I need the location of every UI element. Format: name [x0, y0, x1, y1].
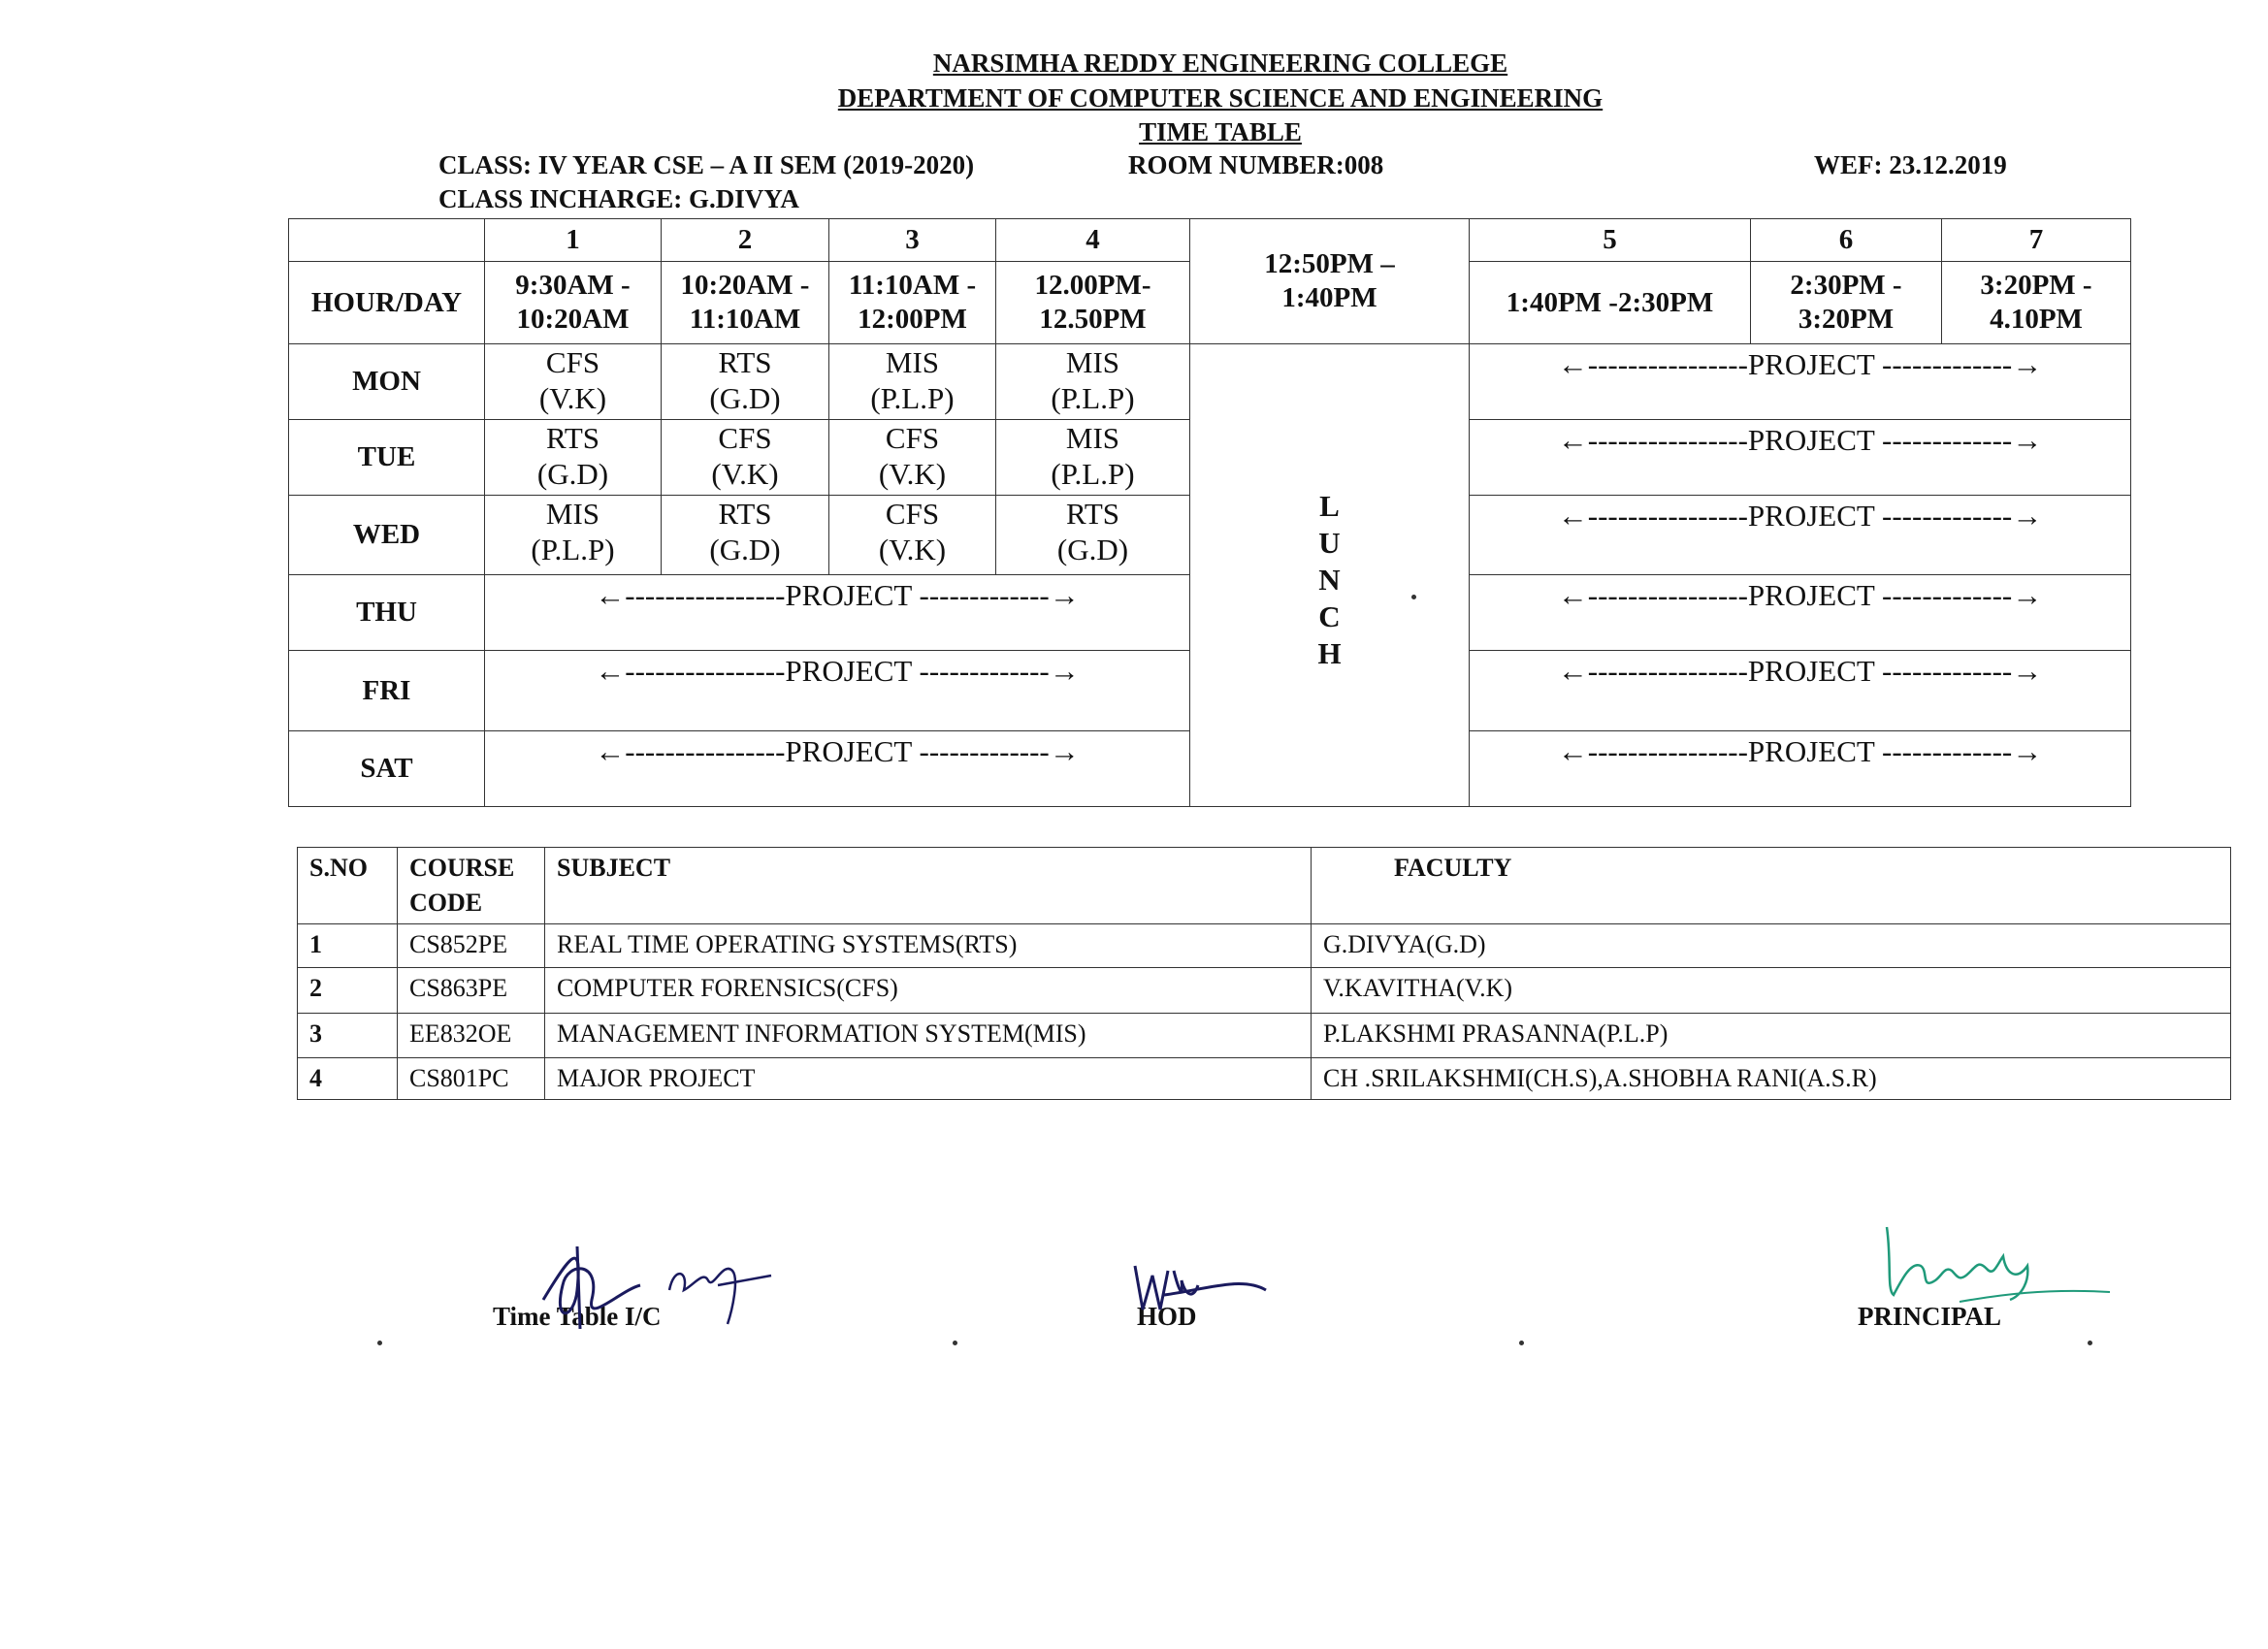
faculty-initials: (V.K)	[538, 381, 607, 415]
header-sno: S.NO	[298, 848, 398, 924]
subject-cell	[662, 420, 829, 496]
subject-cell	[662, 496, 829, 575]
table-row	[298, 1014, 2231, 1058]
row-course-code: EE832OE	[398, 1014, 545, 1058]
period-number: 5	[1470, 219, 1751, 262]
period-number: 7	[1942, 219, 2131, 262]
header-subject: SUBJECT	[545, 848, 1312, 924]
principal-signature	[1882, 1222, 2115, 1329]
subject-code: RTS	[718, 345, 772, 379]
project-cell: ←----------------PROJECT -------------→	[1470, 575, 2131, 651]
stray-dot	[1411, 595, 1416, 599]
hod-label: HOD	[1137, 1302, 1197, 1331]
lunch-column	[1190, 344, 1470, 807]
faculty-initials: (G.D)	[536, 457, 609, 491]
subject-code: CFS	[545, 345, 600, 379]
day-label: THU	[289, 575, 485, 651]
hour-day-label: HOUR/DAY	[289, 262, 485, 344]
subject-cell	[485, 420, 662, 496]
day-label: SAT	[289, 731, 485, 807]
period-time: 11:10AM - 12:00PM	[829, 262, 996, 344]
day-label: MON	[289, 344, 485, 420]
principal-label: PRINCIPAL	[1858, 1302, 2001, 1331]
header-faculty: FACULTY	[1312, 848, 2231, 924]
wef-date: WEF: 23.12.2019	[1814, 150, 2007, 179]
subject-code: MIS	[885, 345, 940, 379]
project-cell: ←----------------PROJECT -------------→	[1470, 420, 2131, 496]
faculty-initials: (V.K)	[878, 533, 947, 566]
timetable	[288, 218, 2131, 807]
timetable-ic-signature	[485, 1232, 795, 1339]
row-sno: 4	[298, 1058, 398, 1100]
faculty-initials: (P.L.P)	[1051, 457, 1135, 491]
faculty-initials: (G.D)	[1056, 533, 1129, 566]
row-subject: MAJOR PROJECT	[545, 1058, 1312, 1100]
department-name: DEPARTMENT OF COMPUTER SCIENCE AND ENGINEERING	[837, 83, 1604, 113]
footer-dot	[1519, 1341, 1524, 1345]
row-faculty: P.LAKSHMI PRASANNA(P.L.P)	[1312, 1014, 2231, 1058]
period-number: 2	[662, 219, 829, 262]
project-cell: ←----------------PROJECT -------------→	[1470, 731, 2131, 807]
lunch-letter: L	[1319, 489, 1340, 523]
faculty-initials: (G.D)	[709, 381, 781, 415]
subject-cell	[485, 344, 662, 420]
subject-code: RTS	[718, 497, 772, 531]
row-faculty: G.DIVYA(G.D)	[1312, 924, 2231, 968]
subject-code: MIS	[545, 497, 600, 531]
subject-code: MIS	[1065, 421, 1120, 455]
subject-code: CFS	[718, 421, 772, 455]
period-time: 1:40PM -2:30PM	[1470, 262, 1751, 344]
subject-cell	[485, 496, 662, 575]
lunch-letter: H	[1317, 636, 1342, 670]
faculty-initials: (P.L.P)	[1051, 381, 1135, 415]
project-cell: ←----------------PROJECT -------------→	[1470, 496, 2131, 575]
day-label: WED	[289, 496, 485, 575]
row-faculty: V.KAVITHA(V.K)	[1312, 968, 2231, 1014]
row-course-code: CS863PE	[398, 968, 545, 1014]
project-cell: ←----------------PROJECT -------------→	[1470, 344, 2131, 420]
row-subject: COMPUTER FORENSICS(CFS)	[545, 968, 1312, 1014]
row-course-code: CS801PC	[398, 1058, 545, 1100]
subject-code: RTS	[546, 421, 599, 455]
class-info: CLASS: IV YEAR CSE – A II SEM (2019-2020)	[438, 150, 975, 179]
period-number: 4	[996, 219, 1190, 262]
subject-cell	[829, 344, 996, 420]
subject-cell	[829, 496, 996, 575]
lunch-time: 12:50PM – 1:40PM	[1190, 219, 1470, 344]
lunch-letter: U	[1318, 526, 1341, 560]
subject-cell	[996, 496, 1190, 575]
table-row	[298, 924, 2231, 968]
corner-cell	[289, 219, 485, 262]
period-time: 10:20AM - 11:10AM	[662, 262, 829, 344]
faculty-initials: (P.L.P)	[870, 381, 955, 415]
footer-dot	[953, 1341, 957, 1345]
subject-code: RTS	[1066, 497, 1119, 531]
table-row	[298, 968, 2231, 1014]
lunch-letter: N	[1318, 563, 1341, 597]
row-faculty: CH .SRILAKSHMI(CH.S),A.SHOBHA RANI(A.S.R)	[1312, 1058, 2231, 1100]
project-cell: ←----------------PROJECT -------------→	[485, 731, 1190, 807]
course-table	[297, 847, 2231, 1100]
room-number: ROOM NUMBER:008	[1128, 150, 1384, 179]
day-label: TUE	[289, 420, 485, 496]
subject-cell	[996, 420, 1190, 496]
document-title: TIME TABLE	[1139, 117, 1302, 146]
period-time: 3:20PM - 4.10PM	[1942, 262, 2131, 344]
period-number: 1	[485, 219, 662, 262]
subject-code: MIS	[1065, 345, 1120, 379]
period-number: 3	[829, 219, 996, 262]
project-cell: ←----------------PROJECT -------------→	[485, 575, 1190, 651]
college-name: NARSIMHA REDDY ENGINEERING COLLEGE	[932, 48, 1508, 78]
period-time: 9:30AM - 10:20AM	[485, 262, 662, 344]
row-subject: REAL TIME OPERATING SYSTEMS(RTS)	[545, 924, 1312, 968]
faculty-initials: (V.K)	[878, 457, 947, 491]
class-incharge: CLASS INCHARGE: G.DIVYA	[438, 184, 799, 213]
subject-code: CFS	[885, 421, 940, 455]
row-sno: 3	[298, 1014, 398, 1058]
row-sno: 1	[298, 924, 398, 968]
row-course-code: CS852PE	[398, 924, 545, 968]
period-time: 2:30PM - 3:20PM	[1751, 262, 1942, 344]
row-sno: 2	[298, 968, 398, 1014]
hod-signature	[1125, 1251, 1280, 1329]
subject-cell	[996, 344, 1190, 420]
project-cell: ←----------------PROJECT -------------→	[485, 651, 1190, 731]
faculty-initials: (G.D)	[709, 533, 781, 566]
day-label: FRI	[289, 651, 485, 731]
faculty-initials: (P.L.P)	[531, 533, 615, 566]
project-cell: ←----------------PROJECT -------------→	[1470, 651, 2131, 731]
period-number: 6	[1751, 219, 1942, 262]
subject-cell	[829, 420, 996, 496]
table-row	[298, 1058, 2231, 1100]
subject-cell	[662, 344, 829, 420]
footer-dot	[2088, 1341, 2092, 1345]
header-course-code: COURSE CODE	[398, 848, 545, 924]
faculty-initials: (V.K)	[711, 457, 779, 491]
timetable-ic-label: Time Table I/C	[493, 1302, 662, 1331]
period-time: 12.00PM- 12.50PM	[996, 262, 1190, 344]
row-subject: MANAGEMENT INFORMATION SYSTEM(MIS)	[545, 1014, 1312, 1058]
lunch-letter: C	[1318, 599, 1341, 633]
subject-code: CFS	[885, 497, 940, 531]
footer-dot	[377, 1341, 382, 1345]
